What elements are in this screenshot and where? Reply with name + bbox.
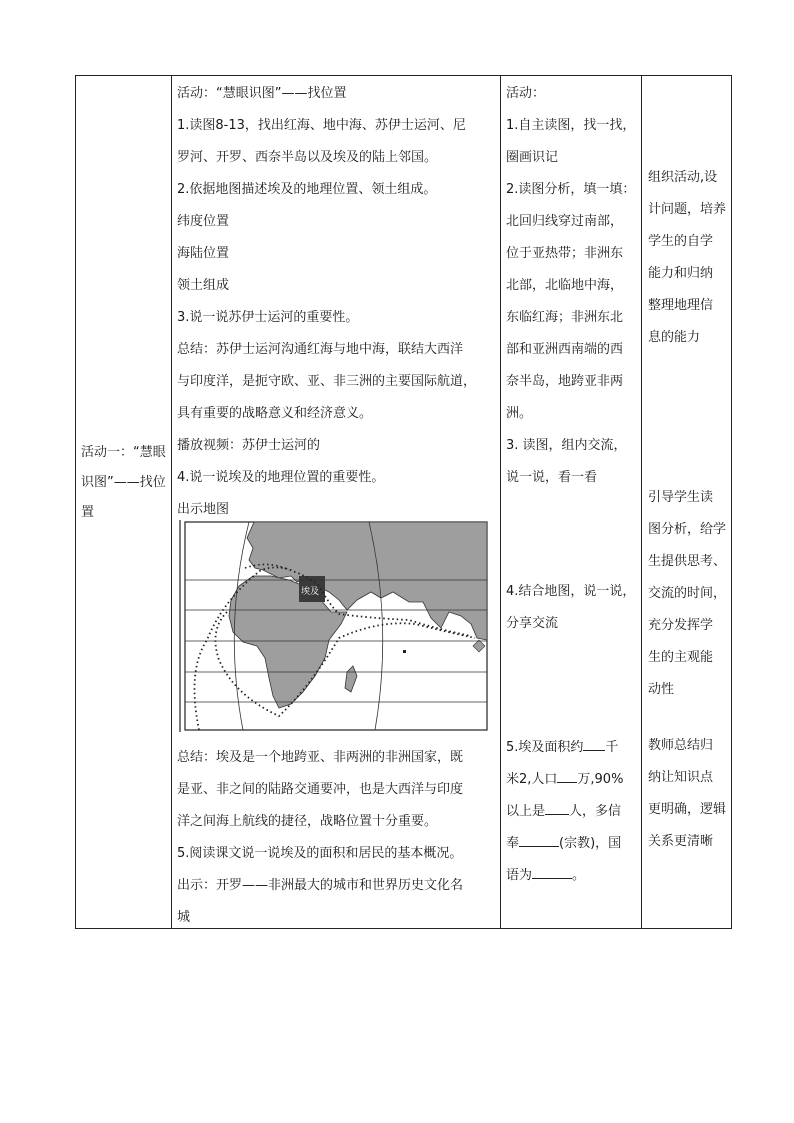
answer-blank-ethnicity[interactable] <box>545 800 569 815</box>
text-line: 洲。 <box>506 406 533 421</box>
text-line <box>506 732 638 764</box>
text-line <box>506 828 638 860</box>
fill-text: 以上是 <box>506 804 546 819</box>
answer-blank-area[interactable] <box>583 736 605 751</box>
fill-text: 米2,人口 <box>506 772 558 787</box>
text-line: 2.依据地图描述埃及的地理位置、领土组成。 <box>177 182 437 197</box>
answer-blank-language[interactable] <box>532 864 572 879</box>
text-line: 总结：苏伊士运河沟通红海与地中海，联结大西洋 <box>177 342 464 357</box>
fill-in-blank-cell <box>506 732 638 892</box>
text-line: 4.说一说埃及的地理位置的重要性。 <box>177 470 385 485</box>
text-line <box>506 796 638 828</box>
text-line: 奈半岛，地跨亚非两 <box>506 374 624 389</box>
fill-text: 万,90% <box>577 772 624 787</box>
column-divider <box>171 76 172 928</box>
text-line: 海陆位置 <box>177 246 230 261</box>
text-line: 说一说，看一看 <box>506 470 598 485</box>
design-intent-cell <box>648 482 730 706</box>
student-activity-cell <box>506 78 638 494</box>
text-line: 整理地理信 <box>648 298 714 313</box>
egypt-map-label: 埃及 <box>301 587 320 597</box>
text-line: 3.说一说苏伊士运河的重要性。 <box>177 310 359 325</box>
fill-text: (宗教)，国 <box>559 836 622 851</box>
text-line: 图分析，给学 <box>648 522 727 537</box>
text-line: 学生的自学 <box>648 234 714 249</box>
column-divider <box>500 76 501 928</box>
text-line: 活动： <box>506 86 546 101</box>
fill-text: 5.埃及面积约 <box>506 740 584 755</box>
text-line: 播放视频：苏伊士运河的 <box>177 438 321 453</box>
text-line: 计问题，培养 <box>648 202 727 217</box>
answer-blank-religion[interactable] <box>519 832 559 847</box>
text-line: 4.结合地图，说一说， <box>506 584 636 599</box>
text-line: 关系更清晰 <box>648 834 714 849</box>
text-line: 充分发挥学 <box>648 618 714 633</box>
text-line: 3. 读图，组内交流， <box>506 438 627 453</box>
text-line: 纬度位置 <box>177 214 230 229</box>
text-line <box>506 764 638 796</box>
text-line: 息的能力 <box>648 330 701 345</box>
text-line: 部和亚洲西南端的西 <box>506 342 624 357</box>
text-line: 组织活动,设 <box>648 170 718 185</box>
text-line: 位于亚热带；非洲东 <box>506 246 624 261</box>
activity-name: 活动一：“慧眼识图”——找位置 <box>81 445 166 520</box>
fill-text: 奉 <box>506 836 520 851</box>
text-line: 城 <box>177 910 191 925</box>
design-intent-cell <box>648 730 730 858</box>
text-line: 更明确，逻辑 <box>648 802 727 817</box>
fill-text: 千 <box>605 740 619 755</box>
design-intent-cell <box>648 162 730 354</box>
text-line: 1.读图8-13，找出红海、地中海、苏伊士运河、尼 <box>177 118 466 133</box>
text-line: 动性 <box>648 682 675 697</box>
text-line: 是亚、非之间的陆路交通要冲，也是大西洋与印度 <box>177 782 464 797</box>
text-line: 具有重要的战略意义和经济意义。 <box>177 406 373 421</box>
text-line: 5.阅读课文说一说埃及的面积和居民的基本概况。 <box>177 846 463 861</box>
teacher-activity-cell <box>177 78 497 526</box>
text-line: 北回归线穿过南部， <box>506 214 624 229</box>
text-line: 引导学生读 <box>648 490 714 505</box>
text-line: 教师总结归 <box>648 738 714 753</box>
text-line: 能力和归纳 <box>648 266 714 281</box>
text-line: 总结：埃及是一个地跨亚、非两洲的非洲国家，既 <box>177 750 464 765</box>
text-line: 出示：开罗——非洲最大的城市和世界历史文化名 <box>177 878 464 893</box>
text-line: 纳让知识点 <box>648 770 714 785</box>
column-divider <box>641 76 642 928</box>
lesson-table <box>75 75 732 929</box>
text-line: 生的主观能 <box>648 650 714 665</box>
text-line: 2.读图分析，填一填： <box>506 182 636 197</box>
fill-text: 。 <box>572 868 586 883</box>
teacher-summary-cell <box>177 742 497 934</box>
text-line: 洋之间海上航线的捷径，战略位置十分重要。 <box>177 814 438 829</box>
activity-name-cell <box>81 438 171 528</box>
text-line: 圈画识记 <box>506 150 559 165</box>
text-line <box>506 860 638 892</box>
fill-text: 语为 <box>506 868 533 883</box>
student-share-cell <box>506 576 638 640</box>
text-line: 北部，北临地中海， <box>506 278 624 293</box>
text-line: 领土组成 <box>177 278 230 293</box>
island-mark <box>403 650 406 653</box>
answer-blank-population[interactable] <box>557 768 577 783</box>
text-line: 交流的时间， <box>648 586 727 601</box>
text-line: 与印度洋，是扼守欧、亚、非三洲的主要国际航道， <box>177 374 477 389</box>
text-line: 出示地图 <box>177 502 230 517</box>
text-line: 生提供思考、 <box>648 554 727 569</box>
text-line: 东临红海；非洲东北 <box>506 310 624 325</box>
text-line: 1.自主读图，找一找， <box>506 118 636 133</box>
egypt-location-map <box>179 520 489 732</box>
text-line: 活动：“慧眼识图”——找位置 <box>177 86 347 101</box>
fill-text: 人，多信 <box>569 804 622 819</box>
text-line: 分享交流 <box>506 616 559 631</box>
text-line: 罗河、开罗、西奈半岛以及埃及的陆上邻国。 <box>177 150 438 165</box>
